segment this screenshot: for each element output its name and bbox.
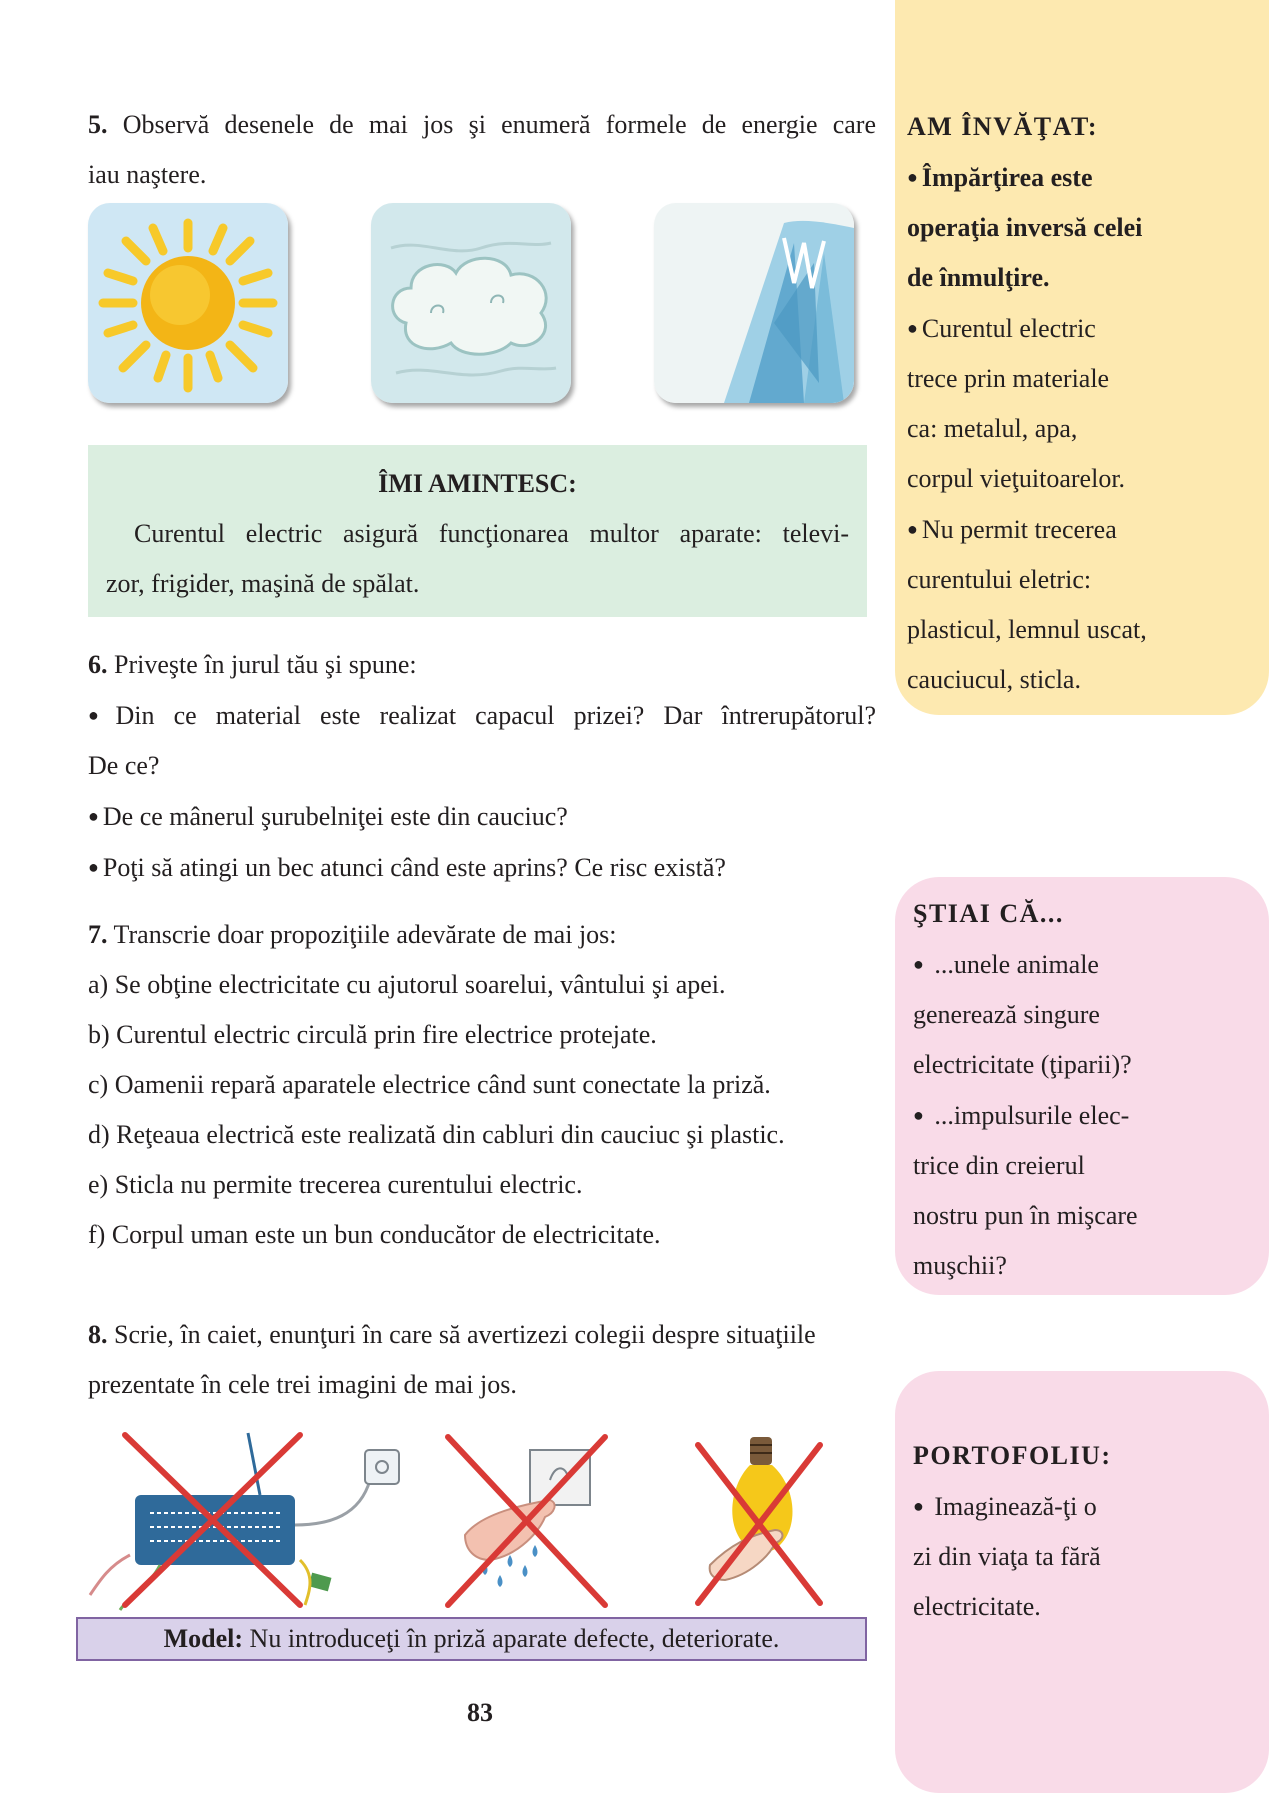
am-invatat-line-8: cauciucul, sticla. <box>907 665 1081 694</box>
exercise-6-bullet-2: ● De ce mânerul şurubelniţei este din cauciuc? <box>88 802 568 831</box>
bullet-icon: ● <box>907 167 918 187</box>
stiai-ca-line-7: muşchii? <box>913 1251 1007 1280</box>
exercise-6-bullet-1: ● Din ce material este realizat capacul prizei? Dar întrerupătorul? <box>88 701 876 730</box>
exercise-6-intro: Priveşte în jurul tău şi spune: <box>114 650 417 679</box>
exercise-5-line-1 <box>88 100 876 150</box>
portofoliu-title: PORTOFOLIU: <box>913 1441 1112 1470</box>
exercise-7-item-e: e) Sticla nu permite trecerea curentului electric. <box>88 1170 583 1199</box>
am-invatat-line-3: ca: metalul, apa, <box>907 414 1078 443</box>
bullet-icon: ● <box>88 705 112 725</box>
wet-hand-switch-crossed-icon <box>440 1425 620 1615</box>
bullet-icon: ● <box>88 857 99 877</box>
portofoliu-line-1: ● Imaginează-ţi o <box>913 1492 1097 1521</box>
exercise-7-item-b: b) Curentul electric circulă prin fire electrice protejate. <box>88 1020 657 1049</box>
model-text: Nu introduceţi în priză aparate defecte, deteriorate. <box>243 1624 780 1653</box>
portofoliu-box <box>895 1371 1269 1793</box>
main-column <box>88 100 876 200</box>
remember-title: ÎMI AMINTESC: <box>378 469 577 498</box>
page-number: 83 <box>467 1698 493 1727</box>
exercise-6-bullet-3: ● Poţi să atingi un bec atunci când este aprins? Ce risc există? <box>88 853 726 882</box>
exercise-7-item-a: a) Se obţine electricitate cu ajutorul soarelui, vântului şi apei. <box>88 970 726 999</box>
remember-line-2: zor, frigider, maşină de spălat. <box>106 569 420 598</box>
am-invatat-bold-line-2: operaţia inversă celei <box>907 213 1143 242</box>
bullet-icon: ● <box>907 519 918 539</box>
bullet-icon: ● <box>913 954 924 974</box>
exercise-7-item-c: c) Oamenii repară aparatele electrice când sunt conectate la priză. <box>88 1070 771 1099</box>
stiai-ca-line-3: electricitate (ţiparii)? <box>913 1050 1132 1079</box>
portofoliu-line-3: electricitate. <box>913 1592 1041 1621</box>
stiai-ca-box <box>895 877 1269 1295</box>
portofoliu-line-2: zi din viaţa ta fără <box>913 1542 1101 1571</box>
bullet-icon: ● <box>913 1496 924 1516</box>
sun-picture <box>88 203 288 403</box>
am-invatat-box <box>895 0 1269 715</box>
stiai-ca-line-5: trice din creierul <box>913 1151 1085 1180</box>
exercise-6 <box>88 640 876 893</box>
exercise-8-line-2: prezentate în cele trei imagini de mai jos. <box>88 1370 517 1399</box>
stiai-ca-line-4: ● ...impulsurile elec- <box>913 1101 1130 1130</box>
exercise-8-line-1: Scrie, în caiet, enunţuri în care să avertizezi colegii despre situaţiile <box>114 1320 816 1349</box>
exercise-8 <box>88 1310 876 1410</box>
warning-picture-wet-hand <box>440 1425 620 1615</box>
sun-icon <box>88 203 288 403</box>
exercise-5-number: 5. <box>88 110 108 139</box>
exercise-8-number: 8. <box>88 1320 108 1349</box>
water-picture <box>654 203 854 403</box>
exercise-5-line-2: iau naştere. <box>88 160 207 189</box>
stiai-ca-line-1: ● ...unele animale <box>913 950 1099 979</box>
model-label: Model: <box>163 1624 244 1653</box>
stiai-ca-line-2: generează singure <box>913 1000 1100 1029</box>
exercise-7-item-d: d) Reţeaua electrică este realizată din cabluri din cauciuc şi plastic. <box>88 1120 785 1149</box>
wind-picture <box>371 203 571 403</box>
am-invatat-line-2: trece prin materiale <box>907 364 1110 393</box>
exercise-7-intro: Transcrie doar propoziţiile adevărate de mai jos: <box>113 920 617 949</box>
warning-picture-radio <box>70 1425 410 1615</box>
exercise-7 <box>88 910 876 1260</box>
am-invatat-line-4: corpul vieţuitoarelor. <box>907 464 1126 493</box>
am-invatat-line-5: ● Nu permit trecerea <box>907 515 1117 544</box>
exercise-7-number: 7. <box>88 920 108 949</box>
bullet-icon: ● <box>88 806 99 826</box>
bullet-icon: ● <box>913 1105 924 1125</box>
water-icon <box>654 203 854 403</box>
model-box <box>76 1617 867 1661</box>
am-invatat-line-7: plasticul, lemnul uscat, <box>907 615 1147 644</box>
am-invatat-line-6: curentului eletric: <box>907 565 1092 594</box>
bullet-icon: ● <box>907 318 918 338</box>
warning-picture-bulb <box>690 1425 830 1615</box>
exercise-7-item-f: f) Corpul uman este un bun conducător de electricitate. <box>88 1220 661 1249</box>
am-invatat-bold-line-3: de înmulţire. <box>907 263 1050 292</box>
stiai-ca-title: ŞTIAI CĂ... <box>913 899 1064 928</box>
energy-pictures <box>88 203 876 408</box>
remember-line-1: Curentul electric asigură funcţionarea multor aparate: televi- <box>134 519 849 548</box>
remember-box <box>88 445 867 617</box>
am-invatat-title: AM ÎNVĂŢAT: <box>907 112 1099 141</box>
stiai-ca-line-6: nostru pun în mişcare <box>913 1201 1138 1230</box>
exercise-6-number: 6. <box>88 650 108 679</box>
am-invatat-bold-line-1: ● Împărţirea este <box>907 163 1093 192</box>
exercise-6-bullet-1-cont: De ce? <box>88 751 160 780</box>
wind-cloud-icon <box>371 203 571 403</box>
am-invatat-line-1: ● Curentul electric <box>907 314 1096 343</box>
hand-on-bulb-crossed-icon <box>690 1425 830 1615</box>
exercise-5-text: Observă desenele de mai jos şi enumeră formele de energie care <box>122 110 877 139</box>
broken-radio-crossed-icon <box>70 1425 410 1615</box>
